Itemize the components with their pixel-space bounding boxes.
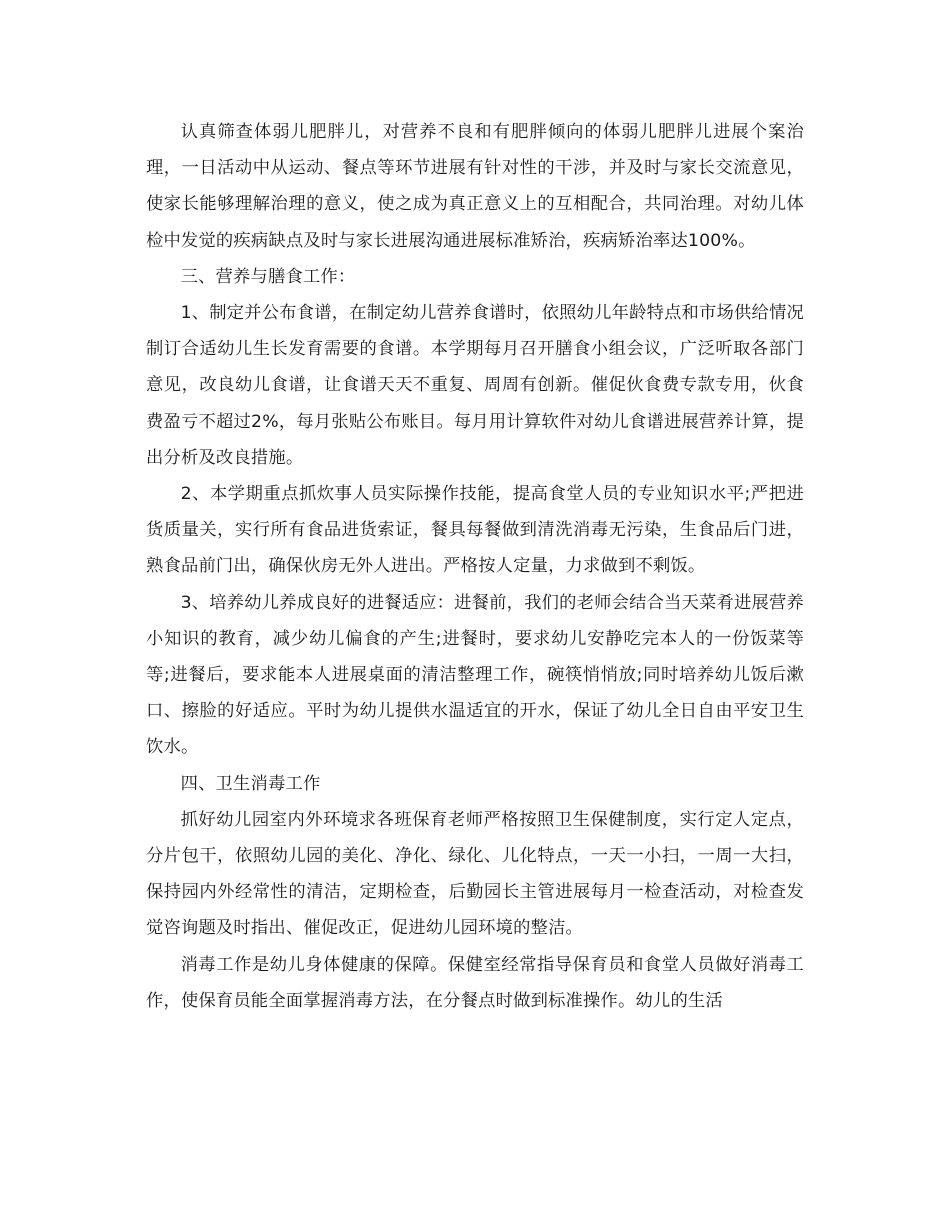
paragraph-kitchen-staff: 2、本学期重点抓炊事人员实际操作技能，提高食堂人员的专业知识水平;严把进货质量关，实行所有食品进货索证，餐具每餐做到清洗消毒无污染，生食品后门进，熟食品前门出，确保伙房无外人进出。严格按人定量，力求做到不剩饭。 [146, 484, 804, 577]
paragraph-health-management: 认真筛查体弱儿肥胖儿，对营养不良和有肥胖倾向的体弱儿肥胖儿进展个案治理，一日活动中从运动、餐点等环节进展有针对性的干涉，并及时与家长交流意见，使家长能够理解治理的意义，使之成为真正意义上的互相配合，共同治理。对幼儿体检中发觉的疾病缺点及时与家长进展沟通进展标准矫治，疾病矫治率达100%。 [146, 122, 804, 251]
paragraph-disinfection: 消毒工作是幼儿身体健康的保障。保健室经常指导保育员和食堂人员做好消毒工作，使保育员能全面掌握消毒方法，在分餐点时做到标准操作。幼儿的生活 [146, 954, 804, 1011]
paragraph-environment: 抓好幼儿园室内外环境求各班保育老师严格按照卫生保健制度，实行定人定点，分片包干，依照幼儿园的美化、净化、绿化、儿化特点，一天一小扫，一周一大扫，保持园内外经常性的清洁，定期检查，后勤园长主管进展每月一检查活动，对检查发觉咨询题及时指出、催促改正，促进幼儿园环境的整洁。 [146, 809, 804, 939]
paragraph-eating-habits: 3、培养幼儿养成良好的进餐适应：进餐前，我们的老师会结合当天菜肴进展营养小知识的教育，减少幼儿偏食的产生;进餐时，要求幼儿安静吃完本人的一份饭菜等等;进餐后，要求能本人进展桌面的清洁整理工作，碗筷悄悄放;同时培养幼儿饭后漱口、擦脸的好适应。平时为幼儿提供水温适宜的开水，保证了幼儿全日自由平安卫生饮水。 [146, 592, 804, 758]
document-body [146, 114, 804, 1019]
section-heading-nutrition: 三、营养与膳食工作： [180, 266, 356, 287]
paragraph-menu: 1、制定并公布食谱，在制定幼儿营养食谱时，依照幼儿年龄特点和市场供给情况制订合适幼儿生长发育需要的食谱。本学期每月召开膳食小组会议，广泛听取各部门意见，改良幼儿食谱，让食谱天天不重复、周周有创新。催促伙食费专款专用，伙食费盈亏不超过2%，每月张贴公布账目。每月用计算软件对幼儿食谱进展营养计算，提出分析及改良措施。 [146, 303, 804, 468]
section-heading-hygiene: 四、卫生消毒工作 [180, 773, 321, 794]
